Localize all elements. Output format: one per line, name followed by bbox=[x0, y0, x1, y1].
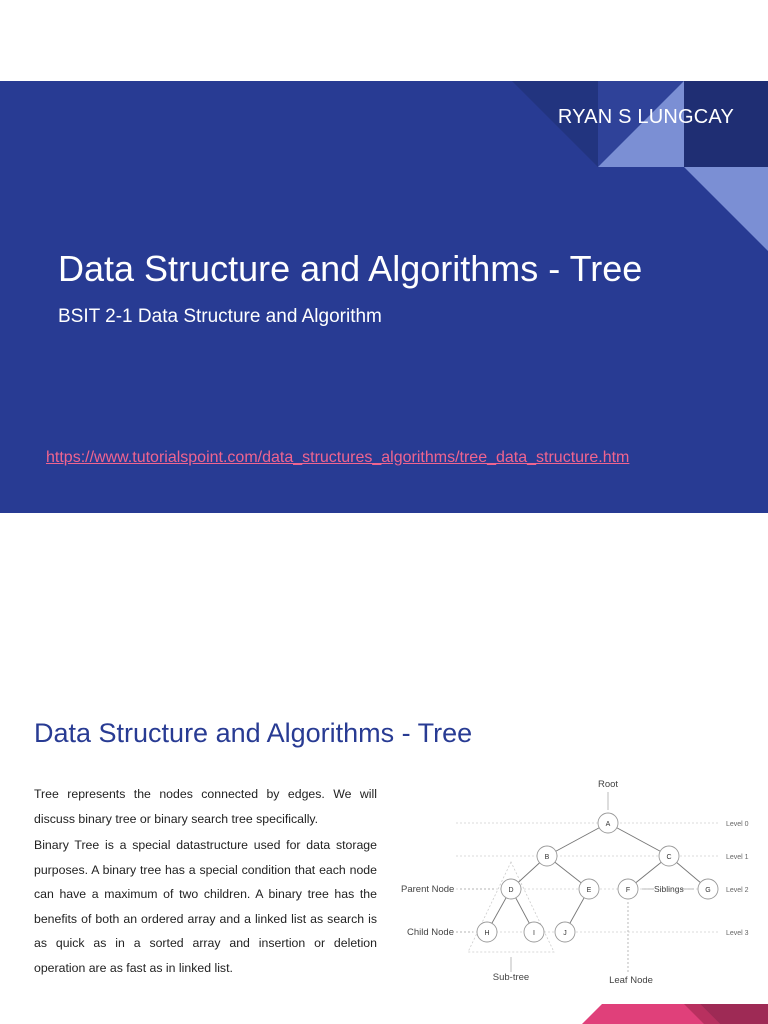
node-h: H bbox=[484, 930, 490, 937]
parent-node-label: Parent Node bbox=[401, 884, 455, 895]
title-slide bbox=[0, 81, 768, 513]
node-a: A bbox=[605, 821, 611, 828]
level-1-label: Level 1 bbox=[726, 854, 749, 861]
child-node-label: Child Node bbox=[407, 927, 454, 938]
content-slide bbox=[0, 560, 768, 1024]
content-title: Data Structure and Algorithms - Tree bbox=[34, 718, 473, 748]
leaf-node-label: Leaf Node bbox=[609, 975, 653, 986]
node-j: J bbox=[563, 930, 567, 937]
level-3-label: Level 3 bbox=[726, 930, 749, 937]
paragraph-intro: Tree represents the nodes connected by edges. We will discuss binary tree or binary search tree specifically. bbox=[34, 787, 377, 826]
author-name: RYAN S LUNGCAY bbox=[557, 106, 734, 128]
subtree-label: Sub-tree bbox=[492, 972, 530, 983]
node-f: F bbox=[625, 887, 631, 894]
slide-title: Data Structure and Algorithms - Tree bbox=[58, 248, 643, 289]
level-0-label: Level 0 bbox=[726, 821, 749, 828]
body-text bbox=[34, 782, 377, 982]
tree-diagram bbox=[396, 772, 768, 990]
siblings-label: Siblings bbox=[654, 884, 684, 894]
slide-subtitle: BSIT 2-1 Data Structure and Algorithm bbox=[58, 306, 382, 327]
node-e: E bbox=[586, 887, 592, 894]
level-2-label: Level 2 bbox=[726, 887, 749, 894]
paragraph-binary-tree: Binary Tree is a special datastructure used for data storage purposes. A binary tree has a special condition that each node can have a maximum of two children. A binary tree has the benefits of both an ordered array and a linked list as search is as quick as in a sorted array and insertion or deletion operation are as fast as in linked list. bbox=[34, 838, 377, 975]
node-c: C bbox=[666, 854, 672, 861]
node-i: I bbox=[533, 930, 535, 937]
node-g: G bbox=[705, 887, 711, 894]
root-label: Root bbox=[597, 779, 619, 790]
source-link[interactable]: https://www.tutorialspoint.com/data_structures_algorithms/tree_data_structure.htm bbox=[46, 449, 630, 466]
node-d: D bbox=[508, 887, 514, 894]
node-b: B bbox=[544, 854, 550, 861]
